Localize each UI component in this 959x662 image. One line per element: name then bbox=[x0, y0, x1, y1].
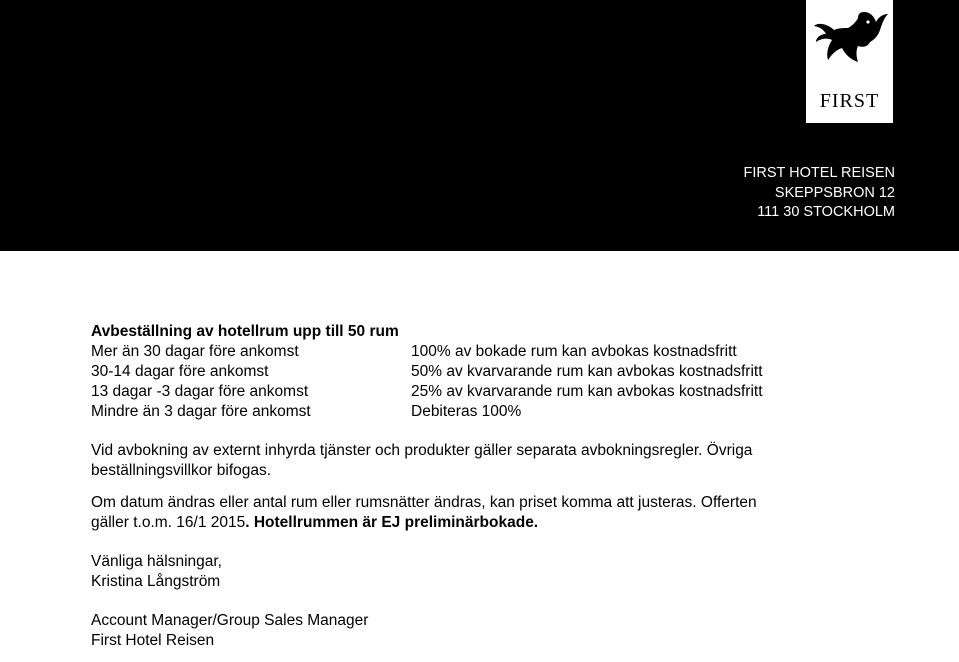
external-services-paragraph bbox=[91, 441, 891, 481]
logo-text: FIRST bbox=[819, 90, 880, 112]
greeting: Vänliga hälsningar, bbox=[91, 553, 222, 570]
cancellation-period: Mindre än 3 dagar före ankomst bbox=[91, 403, 311, 420]
cancellation-terms: 25% av kvarvarande rum kan avbokas kostnadsfritt bbox=[411, 383, 763, 400]
cancellation-heading: Avbeställning av hotellrum upp till 50 rum bbox=[91, 323, 399, 340]
signature bbox=[91, 611, 891, 651]
sender-company: First Hotel Reisen bbox=[91, 632, 215, 649]
sender-title: Account Manager/Group Sales Manager bbox=[91, 612, 369, 629]
paragraph-line: Om datum ändras eller antal rum eller rumsnätter ändras, kan priset komma att justeras. Offerten bbox=[91, 494, 757, 511]
logo bbox=[806, 0, 893, 123]
header-banner bbox=[0, 0, 959, 251]
cancellation-terms: Debiteras 100% bbox=[411, 403, 522, 420]
address-line: SKEPPSBRON 12 bbox=[774, 184, 895, 201]
paragraph-line bbox=[91, 513, 891, 533]
hotel-address bbox=[744, 164, 895, 223]
sender-name: Kristina Långström bbox=[91, 573, 221, 590]
elephant-icon bbox=[806, 0, 893, 90]
address-line: FIRST HOTEL REISEN bbox=[743, 165, 895, 181]
cancellation-row bbox=[91, 342, 891, 362]
paragraph-line: Vid avbokning av externt inhyrda tjänster och produkter gäller separata avbokningsregler. Övriga bbox=[91, 442, 753, 459]
paragraph-line: beställningsvillkor bifogas. bbox=[91, 462, 272, 479]
price-adjustment-paragraph bbox=[91, 493, 891, 533]
cancellation-row bbox=[91, 382, 891, 402]
cancellation-period: 13 dagar -3 dagar före ankomst bbox=[91, 383, 309, 400]
cancellation-terms: 50% av kvarvarande rum kan avbokas kostnadsfritt bbox=[411, 363, 763, 380]
closing bbox=[91, 552, 891, 592]
booking-status-notice: . Hotellrummen är EJ preliminärbokade. bbox=[245, 514, 539, 531]
cancellation-row bbox=[91, 362, 891, 382]
address-line: 111 30 STOCKHOLM bbox=[757, 204, 895, 220]
cancellation-period: 30-14 dagar före ankomst bbox=[91, 363, 269, 380]
offer-validity: gäller t.o.m. 16/1 2015 bbox=[91, 514, 246, 531]
letter-body bbox=[91, 321, 891, 651]
cancellation-period: Mer än 30 dagar före ankomst bbox=[91, 343, 299, 360]
cancellation-terms: 100% av bokade rum kan avbokas kostnadsfritt bbox=[411, 343, 737, 360]
cancellation-row bbox=[91, 402, 891, 422]
